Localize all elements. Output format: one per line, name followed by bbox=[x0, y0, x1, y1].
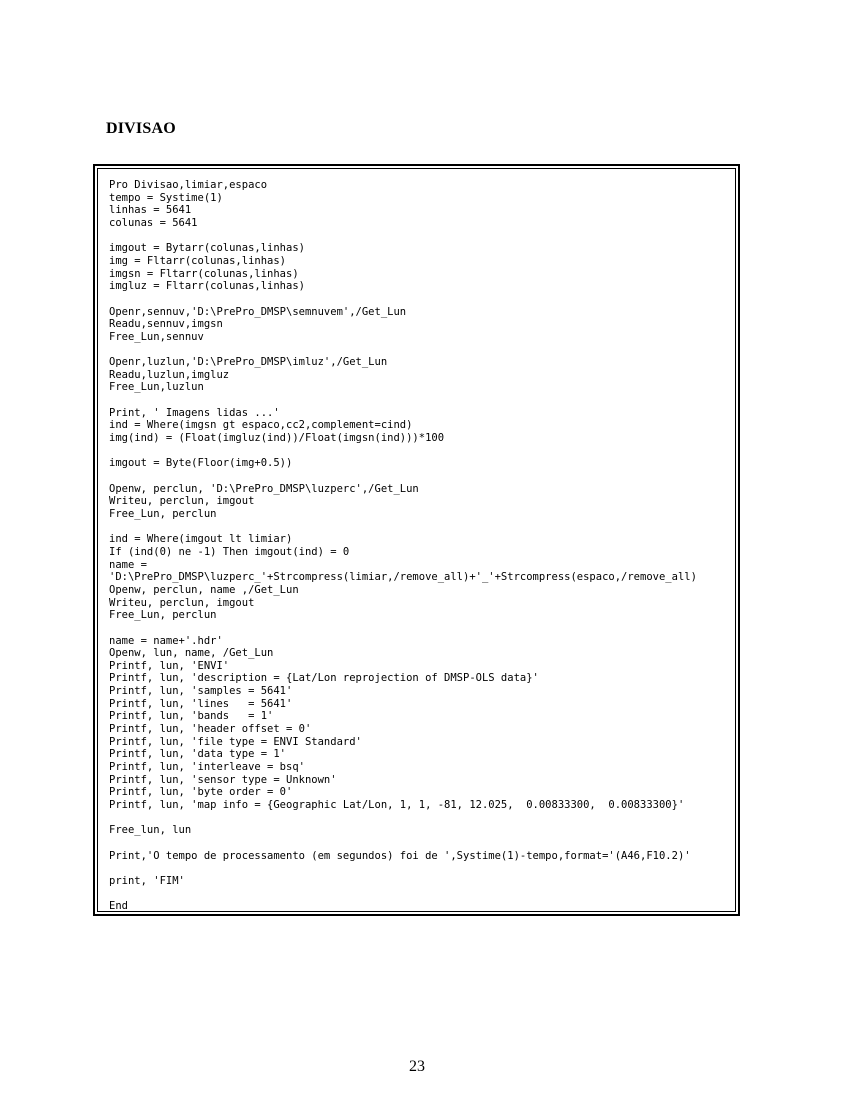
code-line: ind = Where(imgsn gt espaco,cc2,complement=cind) bbox=[109, 419, 413, 432]
code-line: imgluz = Fltarr(colunas,linhas) bbox=[109, 280, 305, 293]
code-line: Printf, lun, 'sensor type = Unknown' bbox=[109, 773, 337, 786]
code-line: Printf, lun, 'description = {Lat/Lon reprojection of DMSP-OLS data}' bbox=[109, 672, 539, 685]
code-line: imgsn = Fltarr(colunas,linhas) bbox=[109, 267, 299, 280]
code-line bbox=[109, 888, 697, 901]
code-line: Free_Lun, perclun bbox=[109, 507, 217, 520]
code-line bbox=[109, 622, 697, 635]
code-line: print, 'FIM' bbox=[109, 874, 185, 887]
code-line bbox=[109, 445, 697, 458]
code-line: img(ind) = (Float(imgluz(ind))/Float(imgsn(ind)))*100 bbox=[109, 432, 445, 445]
code-line: Printf, lun, 'interleave = bsq' bbox=[109, 761, 305, 774]
code-line bbox=[109, 293, 697, 306]
code-line: Pro Divisao,limiar,espaco bbox=[109, 179, 268, 191]
code-line bbox=[109, 344, 697, 357]
code-line: Free_Lun,sennuv bbox=[109, 330, 204, 343]
code-line: Openr,sennuv,'D:\PrePro_DMSP\semnuvem',/Get_Lun bbox=[109, 305, 407, 318]
code-line: img = Fltarr(colunas,linhas) bbox=[109, 254, 287, 267]
code-line: Writeu, perclun, imgout bbox=[109, 596, 255, 609]
code-line: Printf, lun, 'data type = 1' bbox=[109, 748, 287, 761]
code-line: Printf, lun, 'byte order = 0' bbox=[109, 786, 293, 799]
code-line: ind = Where(imgout lt limiar) bbox=[109, 533, 293, 546]
code-line: name = bbox=[109, 558, 147, 571]
code-line: Printf, lun, 'samples = 5641' bbox=[109, 685, 293, 698]
code-line: Openw, perclun, 'D:\PrePro_DMSP\luzperc',/Get_Lun bbox=[109, 482, 419, 495]
code-line: Printf, lun, 'bands = 1' bbox=[109, 710, 274, 723]
code-line: Readu,luzlun,imgluz bbox=[109, 368, 230, 381]
code-line: End bbox=[109, 900, 128, 913]
code-listing bbox=[109, 179, 697, 913]
code-box-inner bbox=[97, 168, 736, 912]
code-line: colunas = 5641 bbox=[109, 216, 198, 229]
code-line bbox=[109, 230, 697, 243]
page-number: 23 bbox=[409, 1058, 425, 1075]
code-line: Openr,luzlun,'D:\PrePro_DMSP\imluz',/Get_Lun bbox=[109, 356, 388, 369]
code-line: Print,'O tempo de processamento (em segundos) foi de ',Systime(1)-tempo,format='(A46,F10.2)' bbox=[109, 849, 691, 862]
code-line: Printf, lun, 'file type = ENVI Standard' bbox=[109, 735, 362, 748]
code-line: Free_lun, lun bbox=[109, 824, 192, 837]
code-line bbox=[109, 521, 697, 534]
section-heading: DIVISAO bbox=[106, 120, 176, 137]
code-line: Readu,sennuv,imgsn bbox=[109, 318, 223, 331]
code-line: Printf, lun, 'lines = 5641' bbox=[109, 697, 293, 710]
code-line: Print, ' Imagens lidas ...' bbox=[109, 406, 280, 419]
code-line bbox=[109, 812, 697, 825]
code-line: Writeu, perclun, imgout bbox=[109, 495, 255, 508]
code-line bbox=[109, 862, 697, 875]
code-line: imgout = Byte(Floor(img+0.5)) bbox=[109, 457, 293, 470]
code-line bbox=[109, 394, 697, 407]
code-line: If (ind(0) ne -1) Then imgout(ind) = 0 bbox=[109, 545, 350, 558]
code-line: name = name+'.hdr' bbox=[109, 634, 223, 647]
code-line: Free_Lun,luzlun bbox=[109, 381, 204, 394]
code-line: linhas = 5641 bbox=[109, 204, 192, 217]
code-line: Free_Lun, perclun bbox=[109, 609, 217, 622]
code-line bbox=[109, 470, 697, 483]
code-line: Printf, lun, 'map info = {Geographic Lat/Lon, 1, 1, -81, 12.025, 0.00833300, 0.00833300}' bbox=[109, 799, 685, 812]
code-line: imgout = Bytarr(colunas,linhas) bbox=[109, 242, 305, 255]
code-box bbox=[93, 164, 740, 916]
code-line: Printf, lun, 'ENVI' bbox=[109, 659, 230, 672]
code-line: Openw, lun, name, /Get_Lun bbox=[109, 647, 274, 660]
code-line: tempo = Systime(1) bbox=[109, 191, 223, 204]
code-line: Openw, perclun, name ,/Get_Lun bbox=[109, 583, 299, 596]
code-line: 'D:\PrePro_DMSP\luzperc_'+Strcompress(limiar,/remove_all)+'_'+Strcompress(espaco,/remove_all) bbox=[109, 571, 697, 584]
code-line bbox=[109, 837, 697, 850]
code-line: Printf, lun, 'header offset = 0' bbox=[109, 723, 312, 736]
